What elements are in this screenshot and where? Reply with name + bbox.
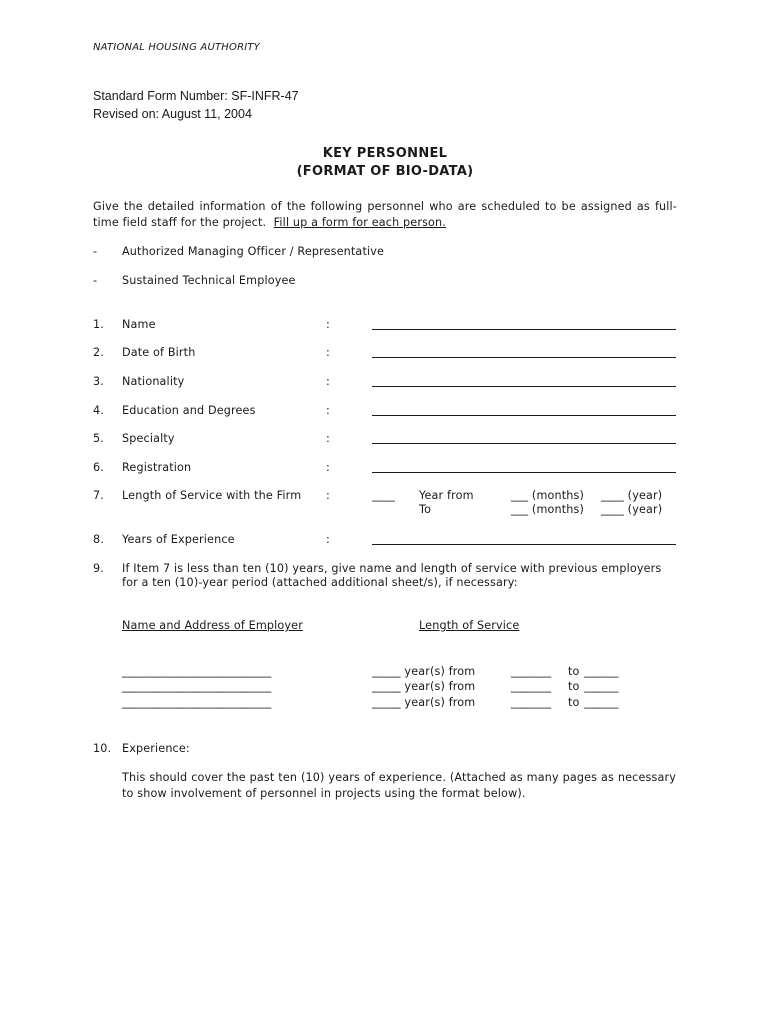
field-number: 9. [93, 562, 104, 575]
to-date-blank[interactable]: ______ [584, 696, 619, 709]
field-label-length-of-service: Length of Service with the Firm [122, 489, 302, 502]
field-label-years-of-experience: Years of Experience [122, 533, 235, 546]
to-label: to [568, 665, 580, 678]
year-from-label: Year from [419, 489, 474, 502]
nationality-blank-line[interactable] [372, 375, 676, 387]
field-label-education: Education and Degrees [122, 404, 256, 417]
field-colon: : [326, 404, 330, 417]
from-date-blank[interactable]: _______ [511, 680, 552, 693]
from-date-blank[interactable]: _______ [511, 696, 552, 709]
field-label-specialty: Specialty [122, 432, 175, 445]
bullet-dash: - [93, 274, 98, 287]
field-label-experience: Experience: [122, 742, 190, 755]
to-label: to [568, 680, 580, 693]
agency-name: NATIONAL HOUSING AUTHORITY [93, 42, 260, 53]
years-from-blank[interactable]: _____ year(s) from [372, 665, 476, 678]
employer-column-header: Name and Address of Employer [122, 619, 303, 632]
personnel-type-managing-officer: Authorized Managing Officer / Representative [122, 245, 385, 258]
from-date-blank[interactable]: _______ [511, 665, 552, 678]
document-subtitle: (FORMAT OF BIO-DATA) [296, 164, 474, 179]
intro-paragraph [93, 199, 677, 230]
employer-blank[interactable]: __________________________ [122, 696, 272, 709]
field-number: 4. [93, 404, 104, 417]
employer-blank[interactable]: __________________________ [122, 680, 272, 693]
item9-instruction-line1: If Item 7 is less than ten (10) years, give name and length of service with previous employers [122, 562, 662, 575]
to-date-blank[interactable]: ______ [584, 680, 619, 693]
field-label-registration: Registration [122, 461, 192, 474]
field-colon: : [326, 461, 330, 474]
to-label: To [419, 503, 432, 516]
field-colon: : [326, 432, 330, 445]
years-from-blank[interactable]: _____ year(s) from [372, 696, 476, 709]
field-number: 2. [93, 346, 104, 359]
experience-instruction: This should cover the past ten (10) years of experience. (Attached as many pages as necessary to show involvement of personnel in projects using the format below). [122, 771, 676, 800]
field-number: 7. [93, 489, 104, 502]
service-column-header: Length of Service [419, 619, 520, 632]
to-label: to [568, 696, 580, 709]
intro-text: Give the detailed information of the following personnel who are scheduled to be assigned as full-time field staff for the project. [93, 200, 677, 229]
to-date-blank[interactable]: ______ [584, 665, 619, 678]
intro-emphasis: Fill up a form for each person. [273, 215, 446, 229]
personnel-type-technical-employee: Sustained Technical Employee [122, 274, 296, 287]
bullet-dash: - [93, 245, 98, 258]
year-from-blank[interactable]: ____ (year) [601, 489, 663, 502]
field-label-date-of-birth: Date of Birth [122, 346, 196, 359]
field-number: 8. [93, 533, 104, 546]
year-to-blank[interactable]: ____ (year) [601, 503, 663, 516]
field-number: 3. [93, 375, 104, 388]
field-colon: : [326, 346, 330, 359]
field-label-nationality: Nationality [122, 375, 185, 388]
field-colon: : [326, 533, 330, 546]
months-to-blank[interactable]: ___ (months) [511, 503, 585, 516]
form-number: Standard Form Number: SF-INFR-47 [93, 89, 299, 103]
field-colon: : [326, 375, 330, 388]
date-of-birth-blank-line[interactable] [372, 346, 676, 358]
field-label-name: Name [122, 318, 156, 331]
field-number: 1. [93, 318, 104, 331]
document-title: KEY PERSONNEL [322, 146, 448, 161]
revised-date: Revised on: August 11, 2004 [93, 107, 252, 121]
years-from-blank[interactable]: _____ year(s) from [372, 680, 476, 693]
specialty-blank-line[interactable] [372, 432, 676, 444]
field-number: 10. [93, 742, 112, 755]
item9-instruction-line2: for a ten (10)-year period (attached additional sheet/s), if necessary: [122, 576, 518, 589]
name-blank-line[interactable] [372, 318, 676, 330]
months-from-blank[interactable]: ___ (months) [511, 489, 585, 502]
field-number: 6. [93, 461, 104, 474]
field-number: 5. [93, 432, 104, 445]
education-blank-line[interactable] [372, 404, 676, 416]
field-colon: : [326, 318, 330, 331]
registration-blank-line[interactable] [372, 461, 676, 473]
field-colon: : [326, 489, 330, 502]
years-of-experience-blank-line[interactable] [372, 533, 676, 545]
employer-blank[interactable]: __________________________ [122, 665, 272, 678]
service-length-blank[interactable]: ____ [372, 489, 395, 502]
